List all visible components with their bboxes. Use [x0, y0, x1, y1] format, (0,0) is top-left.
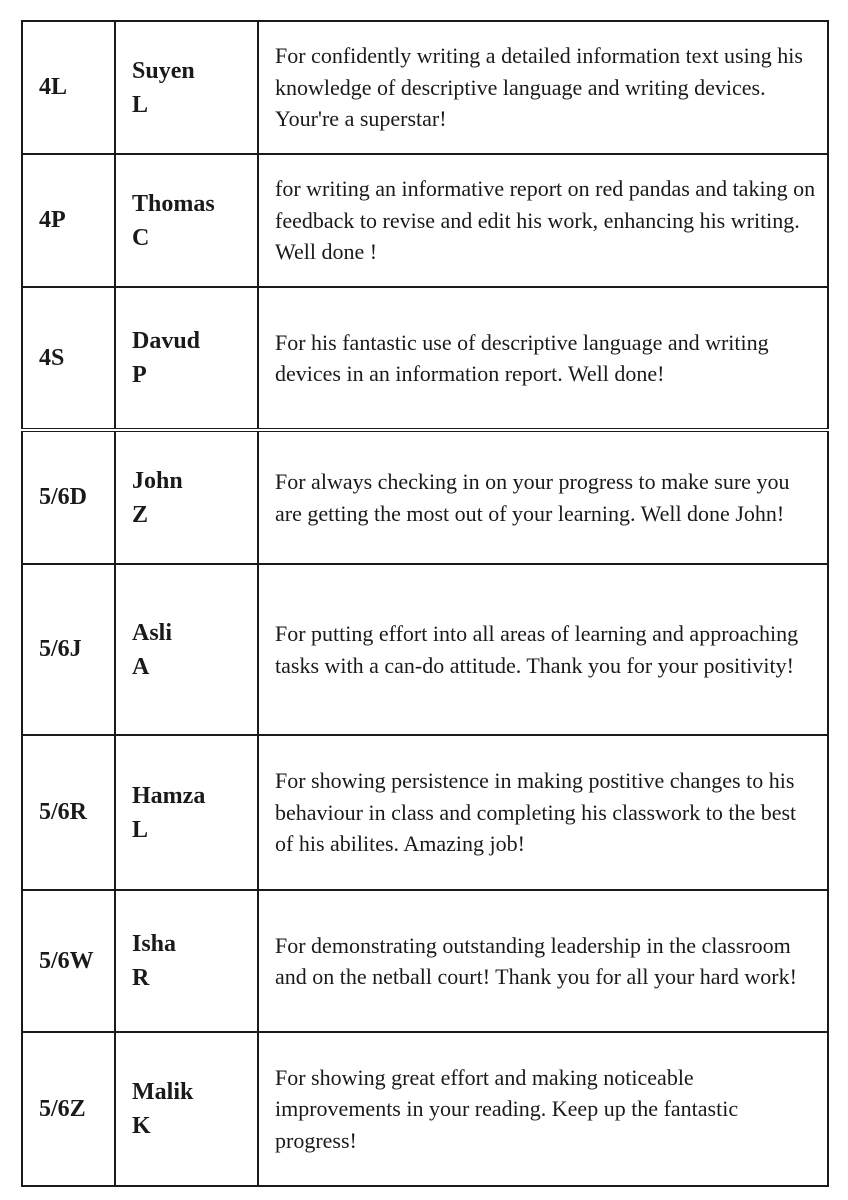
class-cell: 4P	[22, 154, 115, 287]
student-first-name: Hamza	[132, 782, 206, 809]
award-comment: for writing an informative report on red pandas and taking on feedback to revise and edit his work, enhancing his writing. Well done !	[258, 154, 828, 287]
student-initial: P	[132, 362, 147, 388]
award-comment: For his fantastic use of descriptive language and writing devices in an information report. Well done!	[258, 287, 828, 430]
award-comment: For showing great effort and making noticeable improvements in your reading. Keep up the fantastic progress!	[258, 1032, 828, 1186]
table-row	[22, 890, 828, 1032]
student-initial: Z	[132, 501, 149, 528]
award-comment: For putting effort into all areas of learning and approaching tasks with a can-do attitude. Thank you for your positivity!	[258, 564, 828, 735]
award-comment: For showing persistence in making postitive changes to his behaviour in class and completing his classwork to the best of his abilites. Amazing job!	[258, 735, 828, 890]
student-initial: R	[132, 965, 150, 991]
table-row	[22, 1032, 828, 1186]
award-comment: For demonstrating outstanding leadership in the classroom and on the netball court! Thank you for all your hard work!	[258, 890, 828, 1032]
student-first-name: John	[132, 467, 183, 494]
student-first-name: Asli	[132, 619, 173, 646]
class-cell: 5/6J	[22, 564, 115, 735]
student-name-cell	[115, 430, 258, 564]
class-cell: 5/6R	[22, 735, 115, 890]
student-initial: C	[132, 224, 150, 251]
student-name-cell	[115, 735, 258, 890]
student-name-cell	[115, 287, 258, 430]
student-first-name: Suyen	[132, 57, 195, 84]
class-cell: 4L	[22, 21, 115, 154]
student-initial: A	[132, 653, 150, 680]
class-cell: 5/6D	[22, 430, 115, 564]
student-initial: L	[132, 91, 149, 118]
student-initial: L	[132, 816, 149, 843]
table-row	[22, 735, 828, 890]
student-name-cell	[115, 154, 258, 287]
student-first-name: Thomas	[132, 190, 215, 217]
student-first-name: Isha	[132, 931, 177, 957]
table-row	[22, 564, 828, 735]
awards-table	[21, 20, 829, 1187]
student-initial: K	[132, 1113, 151, 1139]
table-row	[22, 430, 828, 564]
student-first-name: Davud	[132, 328, 201, 354]
table-row	[22, 287, 828, 430]
table-row	[22, 154, 828, 287]
student-name-cell	[115, 21, 258, 154]
student-first-name: Malik	[132, 1079, 194, 1105]
class-cell: 5/6W	[22, 890, 115, 1032]
table-row	[22, 21, 828, 154]
student-name-cell	[115, 564, 258, 735]
class-cell: 4S	[22, 287, 115, 430]
student-name-cell	[115, 1032, 258, 1186]
class-cell: 5/6Z	[22, 1032, 115, 1186]
award-comment: For always checking in on your progress to make sure you are getting the most out of your learning. Well done John!	[258, 430, 828, 564]
award-comment: For confidently writing a detailed information text using his knowledge of descriptive language and writing devices. Your're a superstar!	[258, 21, 828, 154]
student-name-cell	[115, 890, 258, 1032]
